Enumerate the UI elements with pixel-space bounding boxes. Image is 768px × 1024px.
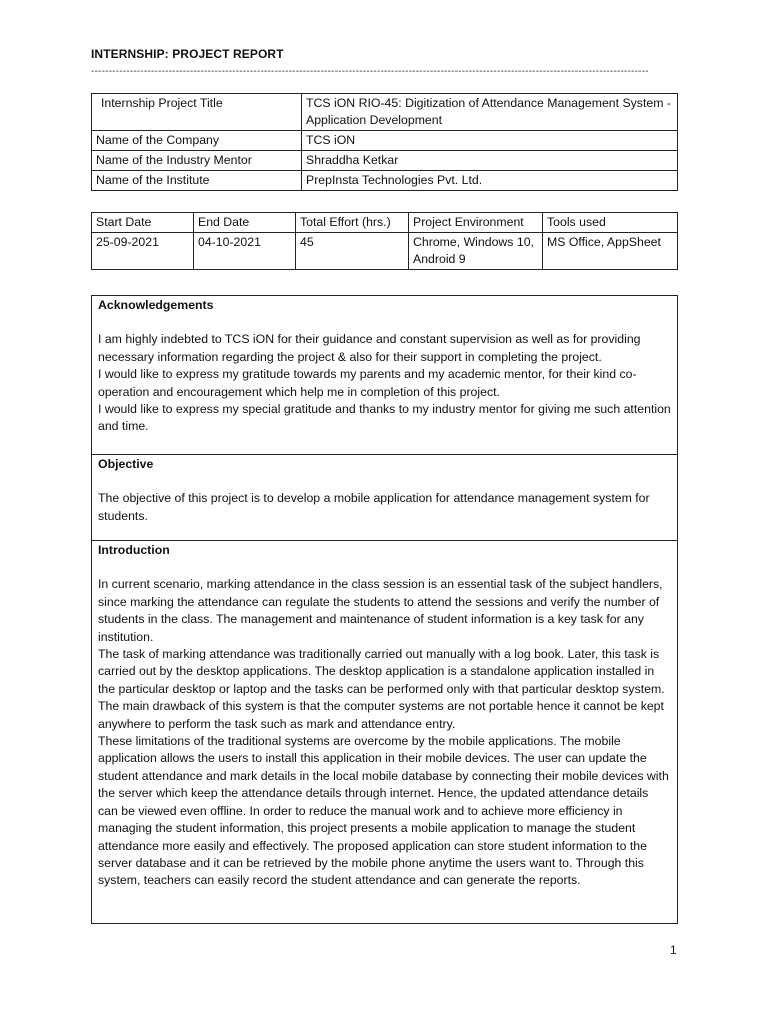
- paragraph: I would like to express my special gratitude and thanks to my industry mentor for giving me such attention and time.: [98, 402, 671, 434]
- info-label: Internship Project Title: [92, 94, 302, 131]
- report-header-title: INTERNSHIP: PROJECT REPORT: [91, 47, 284, 61]
- section-heading: Introduction: [98, 543, 170, 557]
- table-cell: 25-09-2021: [92, 233, 194, 270]
- paragraph: I would like to express my gratitude towards my parents and my academic mentor, for their kind co-operation and encouragement which help me in completion of this project.: [98, 367, 637, 399]
- section-objective: [92, 455, 678, 541]
- paragraph: These limitations of the traditional systems are overcome by the mobile applications. The mobile application allows the users to install this application in their mobile devices. The user can update the student attendance and mark details in the local mobile database by connecting their mobile devices with the server which keep the attendance details through internet. Hence, the updated attendance details can be viewed even offline. In order to reduce the manual work and to achieve more efficiency in managing the student information, this project presents a mobile application to manage the student attendance more easily and effectively. The proposed application can store student information to the server database and it can be retrieved by the mobile phone anytime the users want to. Through this system, teachers can easily record the student attendance and can generate the reports.: [98, 734, 669, 888]
- report-sections-table: [91, 295, 678, 924]
- paragraph: In current scenario, marking attendance in the class session is an essential task of the subject handlers, since marking the attendance can regulate the students to attend the sessions and verify the number of students in the class. The management and maintenance of student information is a key task for any institution.: [98, 577, 663, 644]
- page-number: 1: [670, 943, 677, 957]
- table-row: [92, 171, 678, 191]
- paragraph: I am highly indebted to TCS iON for their guidance and constant supervision as well as for providing necessary information regarding the project & also for their support in completing the project.: [98, 332, 641, 364]
- table-cell: 04-10-2021: [194, 233, 296, 270]
- paragraph: The objective of this project is to develop a mobile application for attendance management system for students.: [98, 491, 650, 523]
- info-value: TCS iON: [302, 131, 678, 151]
- paragraph: The task of marking attendance was traditionally carried out manually with a log book. Later, this task is carried out by the desktop applications. The desktop application is a standalone application installed in the particular desktop or laptop and the tasks can be performed only with that particular desktop system. The main drawback of this system is that the computer systems are not portable hence it cannot be kept anywhere to perform the task such as mark and attendance entry.: [98, 647, 665, 731]
- table-row: [92, 151, 678, 171]
- info-label: Name of the Company: [92, 131, 302, 151]
- table-header-row: [92, 213, 678, 233]
- column-header: Start Date: [92, 213, 194, 233]
- column-header: Tools used: [543, 213, 678, 233]
- section-heading: Acknowledgements: [98, 298, 214, 312]
- info-value: TCS iON RIO-45: Digitization of Attendance Management System - Application Development: [302, 94, 678, 131]
- info-label: Name of the Institute: [92, 171, 302, 191]
- info-value: Shraddha Ketkar: [302, 151, 678, 171]
- table-cell: MS Office, AppSheet: [543, 233, 678, 270]
- header-separator: --------------------------------------------------------------------------------------------------------------------------------------------------------------: [91, 66, 649, 77]
- column-header: Total Effort (hrs.): [296, 213, 409, 233]
- table-row: [92, 233, 678, 270]
- section-acknowledgements: [92, 296, 678, 455]
- table-cell: Chrome, Windows 10, Android 9: [409, 233, 543, 270]
- schedule-table: [91, 212, 678, 270]
- section-introduction: [92, 541, 678, 924]
- info-label: Name of the Industry Mentor: [92, 151, 302, 171]
- table-cell: 45: [296, 233, 409, 270]
- section-heading: Objective: [98, 457, 154, 471]
- table-row: [92, 94, 678, 131]
- table-row: [92, 131, 678, 151]
- info-value: PrepInsta Technologies Pvt. Ltd.: [302, 171, 678, 191]
- column-header: End Date: [194, 213, 296, 233]
- column-header: Project Environment: [409, 213, 543, 233]
- project-info-table: [91, 93, 678, 191]
